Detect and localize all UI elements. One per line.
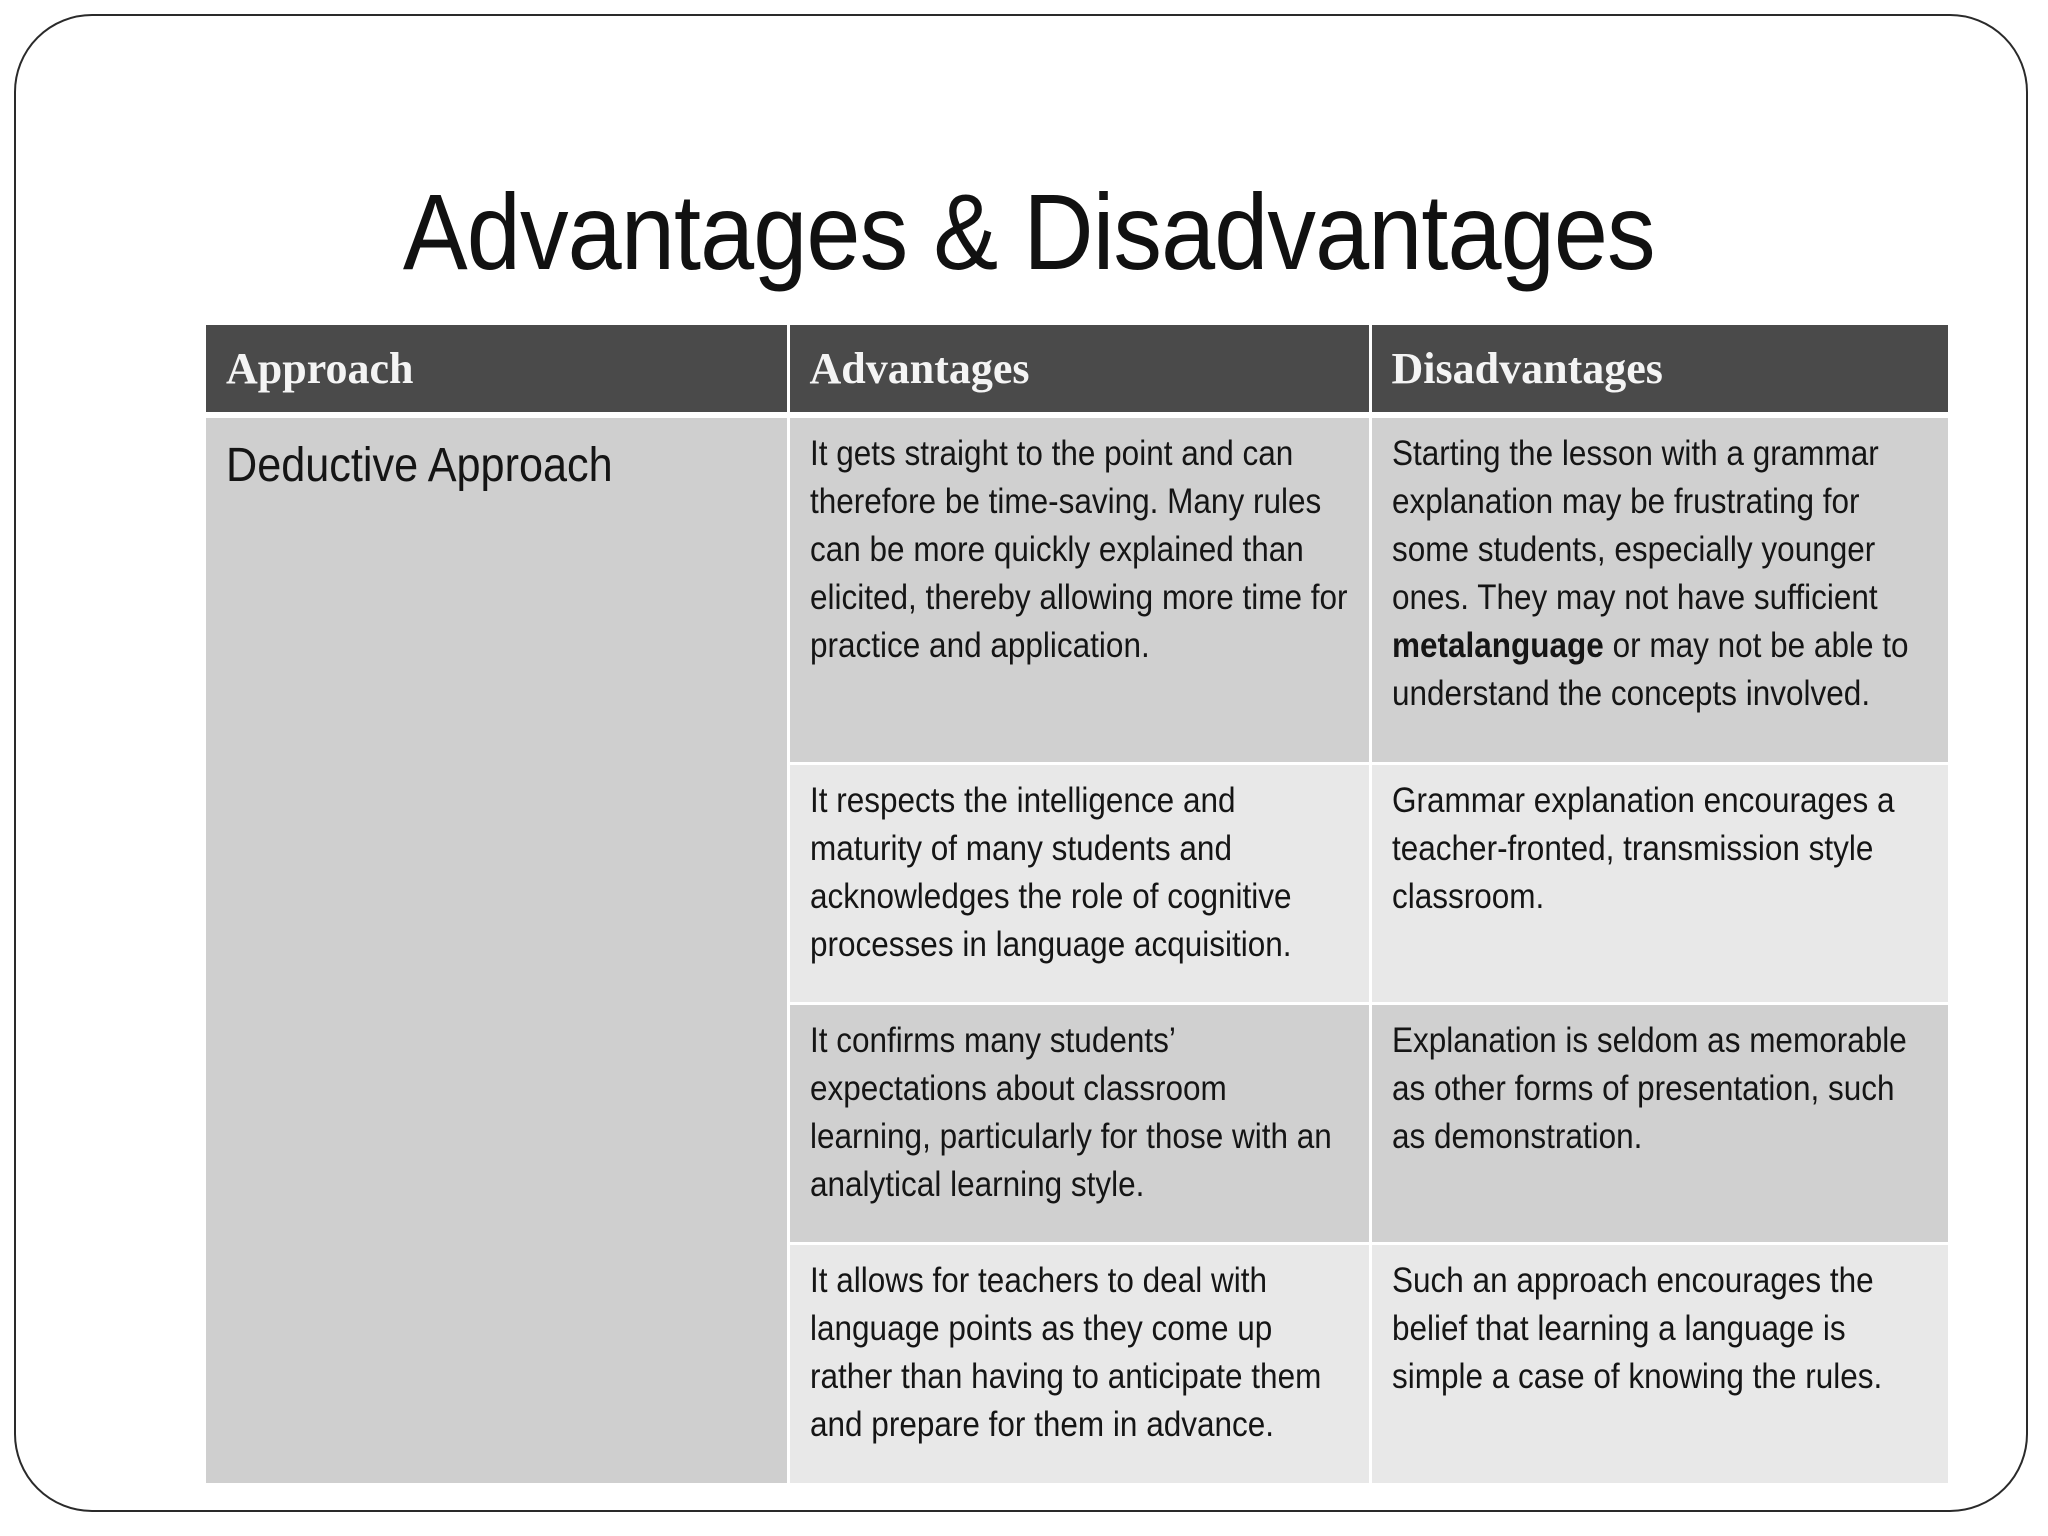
metalanguage-term: metalanguage — [1391, 626, 1604, 665]
slide-title: Advantages & Disadvantages — [402, 171, 1655, 292]
advantage-cell — [788, 415, 1370, 763]
disadvantage-cell — [1370, 1003, 1948, 1243]
comparison-table — [206, 325, 1948, 1483]
disadvantage-text-start: Starting the lesson with a grammar explanation may be frustrating for some students, especially younger ones. They may not have sufficient — [1391, 434, 1879, 617]
disadvantage-text: Grammar explanation encourages a teacher-fronted, transmission style classroom. — [1391, 780, 1895, 916]
approach-label: Deductive Approach — [226, 439, 613, 492]
disadvantage-text: Explanation is seldom as memorable as other forms of presentation, such as demonstration. — [1391, 1020, 1907, 1156]
header-approach: Approach — [206, 325, 788, 415]
disadvantage-cell — [1370, 763, 1948, 1003]
disadvantage-text — [1392, 430, 1928, 718]
advantage-text: It respects the intelligence and maturity of many students and acknowledges the role of cognitive processes in language acquisition. — [809, 780, 1292, 964]
advantage-text: It gets straight to the point and can therefore be time-saving. Many rules can be more quickly explained than elicited, thereby allowing more time for practice and application. — [809, 434, 1347, 665]
table-header-row — [206, 325, 1948, 415]
advantage-text: It allows for teachers to deal with language points as they come up rather than having to anticipate them and prepare for them in advance. — [809, 1260, 1321, 1444]
header-disadvantages: Disadvantages — [1370, 325, 1948, 415]
header-advantages: Advantages — [788, 325, 1370, 415]
table-row — [206, 415, 1948, 763]
disadvantage-cell — [1370, 415, 1948, 763]
disadvantage-cell — [1370, 1243, 1948, 1483]
disadvantage-text: Such an approach encourages the belief that learning a language is simple a case of knowing the rules. — [1391, 1260, 1882, 1396]
advantage-cell — [788, 1243, 1370, 1483]
advantage-text: It confirms many students’ expectations about classroom learning, particularly for those with an analytical learning style. — [809, 1020, 1332, 1204]
disadvantage-text-end: or may not be able to understand the concepts involved. — [1391, 626, 1909, 713]
approach-cell — [206, 415, 788, 1483]
advantage-cell — [788, 763, 1370, 1003]
advantage-cell — [788, 1003, 1370, 1243]
